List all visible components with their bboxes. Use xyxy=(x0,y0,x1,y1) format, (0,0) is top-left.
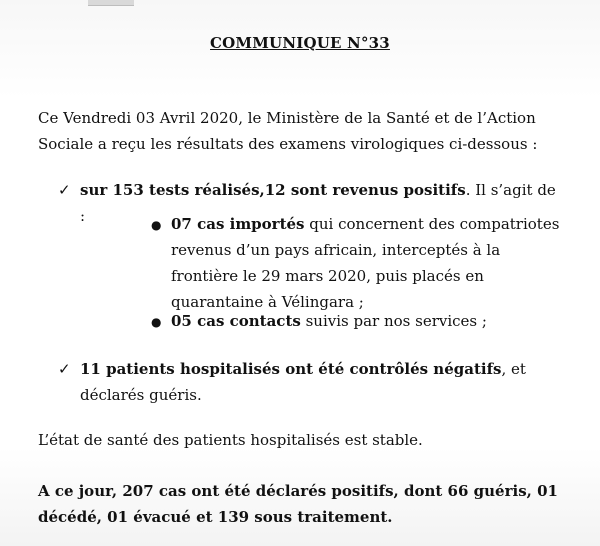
summary-paragraph: A ce jour, 207 cas ont été déclarés positifs, dont 66 guéris, 01 décédé, 01 évacué et 139 sous traitement. xyxy=(38,482,558,526)
list-item-text xyxy=(80,356,568,408)
checkmark-icon: ✓ xyxy=(58,360,71,378)
status-paragraph: L’état de santé des patients hospitalisés est stable. xyxy=(38,431,423,449)
sub-item-bold: 05 cas contacts xyxy=(171,312,301,330)
sub-item-text xyxy=(171,211,566,315)
communique-title: COMMUNIQUE N°33 xyxy=(210,34,390,52)
bullet-icon: ● xyxy=(151,315,162,329)
list-item-rest: , et déclarés guéris. xyxy=(80,360,526,404)
list-item-rest: . Il s’agit de : xyxy=(80,181,556,225)
sub-item-text xyxy=(171,308,566,334)
bullet-icon: ● xyxy=(151,218,162,232)
sub-item-bold: 07 cas importés xyxy=(171,215,305,233)
sub-item-rest: qui concernent des compatriotes revenus d’un pays africain, interceptés à la frontière le 29 mars 2020, puis placés en quarantaine à Vélingara ; xyxy=(171,215,560,311)
checkmark-icon: ✓ xyxy=(58,181,71,199)
scan-edge-mark xyxy=(88,0,134,6)
sub-item-rest: suivis par nos services ; xyxy=(300,312,487,330)
intro-paragraph: Ce Vendredi 03 Avril 2020, le Ministère de la Santé et de l’Action Sociale a reçu les résultats des examens virologiques ci-dessous : xyxy=(38,109,538,153)
list-item-bold: 11 patients hospitalisés ont été contrôlés négatifs xyxy=(80,360,502,378)
list-item-bold: sur 153 tests réalisés,12 sont revenus positifs xyxy=(80,181,466,199)
